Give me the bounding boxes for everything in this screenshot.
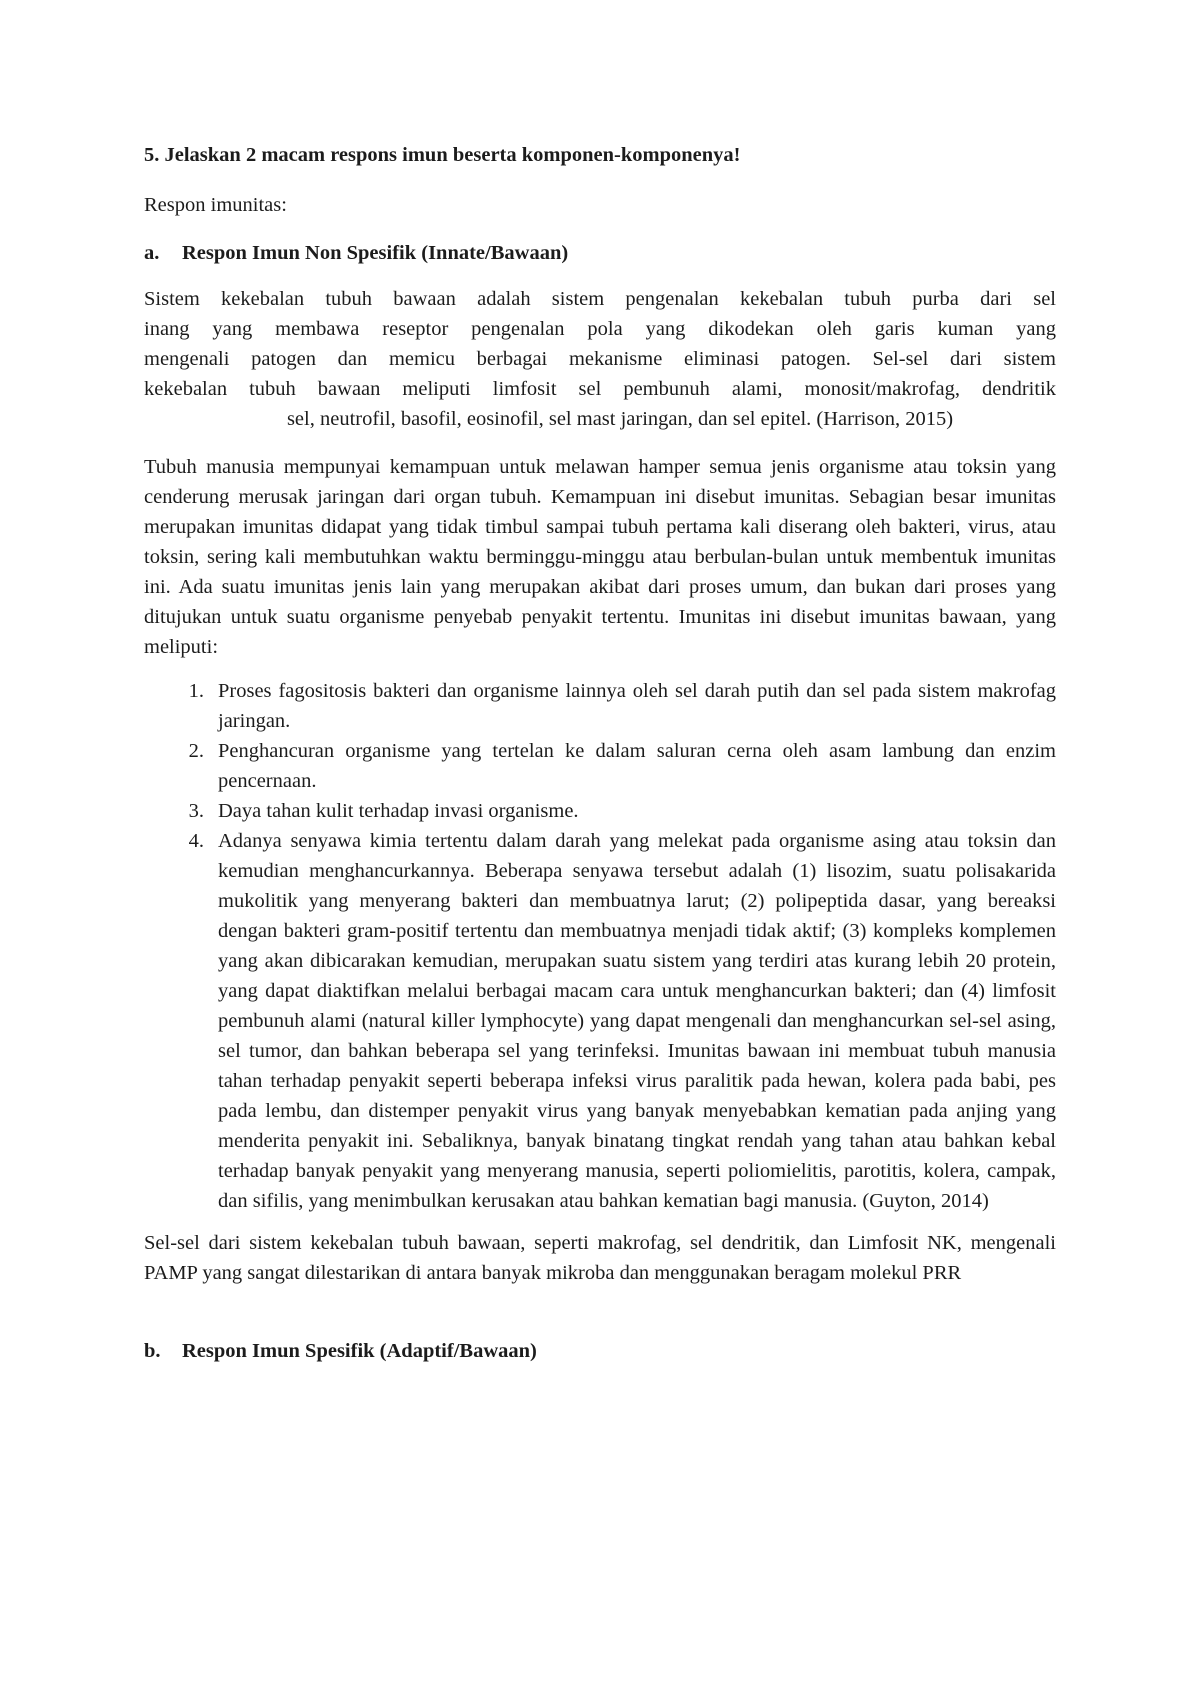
list-item-text: Daya tahan kulit terhadap invasi organisme. xyxy=(218,800,579,822)
list-item-text: Penghancuran organisme yang tertelan ke dalam saluran cerna oleh asam lambung dan enzim pencernaan. xyxy=(218,740,1056,792)
list-item-number: 3. xyxy=(188,800,204,822)
list-item-number: 2. xyxy=(188,740,204,762)
paragraph-line: Sistem kekebalan tubuh bawaan adalah sistem pengenalan kekebalan tubuh purba dari sel xyxy=(144,288,1056,310)
paragraph-innate-definition xyxy=(144,284,1056,434)
paragraph-pamp-recognition: Sel-sel dari sistem kekebalan tubuh bawaan, seperti makrofag, sel dendritik, dan Limfosit NK, mengenali PAMP yang sangat dilestarikan di antara banyak mikroba dan menggunakan beragam molekul PRR xyxy=(144,1232,1056,1284)
list-item xyxy=(144,736,1056,796)
section-a-heading xyxy=(144,238,1056,268)
paragraph-line: inang yang membawa reseptor pengenalan pola yang dikodekan oleh garis kuman yang xyxy=(144,318,1056,340)
paragraph-line: kekebalan tubuh bawaan meliputi limfosit sel pembunuh alami, monosit/makrofag, dendritik xyxy=(144,378,1056,400)
list-item-number: 4. xyxy=(188,830,204,852)
list-item xyxy=(144,796,1056,826)
section-b-heading xyxy=(144,1336,1056,1366)
document-body xyxy=(144,140,1056,1382)
list-item xyxy=(144,826,1056,1216)
paragraph-line: sel, neutrofil, basofil, eosinofil, sel mast jaringan, dan sel epitel. (Harrison, 2015) xyxy=(286,408,954,430)
intro-label: Respon imunitas: xyxy=(144,194,287,216)
spacer xyxy=(144,1288,1056,1336)
section-a-marker: a. xyxy=(144,242,160,264)
paragraph-immunity-intro: Tubuh manusia mempunyai kemampuan untuk melawan hamper semua jenis organisme atau toksin yang cenderung merusak jaringan dari organ tubuh. Kemampuan ini disebut imunitas. Sebagian besar imunitas merupakan imunitas didapat yang tidak timbul sampai tubuh pertama kali diserang oleh bakteri, virus, atau toksin, sering kali membutuhkan waktu berminggu-minggu atau berbulan-bulan untuk membentuk imunitas ini. Ada suatu imunitas jenis lain yang merupakan akibat dari proses umum, dan bukan dari proses yang ditujukan untuk suatu organisme penyebab penyakit tertentu. Imunitas ini disebut imunitas bawaan, yang meliputi: xyxy=(144,456,1056,658)
list-item xyxy=(144,676,1056,736)
section-b-marker: b. xyxy=(144,1340,161,1362)
list-item-number: 1. xyxy=(188,680,204,702)
question-heading: 5. Jelaskan 2 macam respons imun beserta komponen-komponenya! xyxy=(144,144,741,166)
innate-immunity-list xyxy=(144,676,1056,1216)
list-item-text: Adanya senyawa kimia tertentu dalam darah yang melekat pada organisme asing atau toksin dan kemudian menghancurkannya. Beberapa senyawa tersebut adalah (1) lisozim, suatu polisakarida mukolitik yang menyerang bakteri dan membuatnya larut; (2) polipeptida dasar, yang bereaksi dengan bakteri gram-positif tertentu dan membuatnya menjadi tidak aktif; (3) kompleks komplemen yang akan dibicarakan kemudian, merupakan suatu sistem yang terdiri atas kurang lebih 20 protein, yang dapat diaktifkan melalui berbagai macam cara untuk menghancurkan bakteri; dan (4) limfosit pembunuh alami (natural killer lymphocyte) yang dapat mengenali dan menghancurkan sel-sel asing, sel tumor, dan bahkan beberapa sel yang terinfeksi. Imunitas bawaan ini membuat tubuh manusia tahan terhadap penyakit seperti beberapa infeksi virus paralitik pada hewan, kolera pada babi, pes pada lembu, dan distemper penyakit virus yang banyak menyebabkan kematian pada anjing yang menderita penyakit ini. Sebaliknya, banyak binatang tingkat rendah yang tahan atau bahkan kebal terhadap banyak penyakit yang menyerang manusia, seperti poliomielitis, parotitis, kolera, campak, dan sifilis, yang menimbulkan kerusakan atau bahkan kematian bagi manusia. (Guyton, 2014) xyxy=(218,830,1056,1212)
list-item-text: Proses fagositosis bakteri dan organisme lainnya oleh sel darah putih dan sel pada sistem makrofag jaringan. xyxy=(218,680,1056,732)
section-b-title: Respon Imun Spesifik (Adaptif/Bawaan) xyxy=(182,1340,537,1362)
paragraph-line: mengenali patogen dan memicu berbagai mekanisme eliminasi patogen. Sel-sel dari sistem xyxy=(144,348,1056,370)
section-a-title: Respon Imun Non Spesifik (Innate/Bawaan) xyxy=(182,242,569,264)
